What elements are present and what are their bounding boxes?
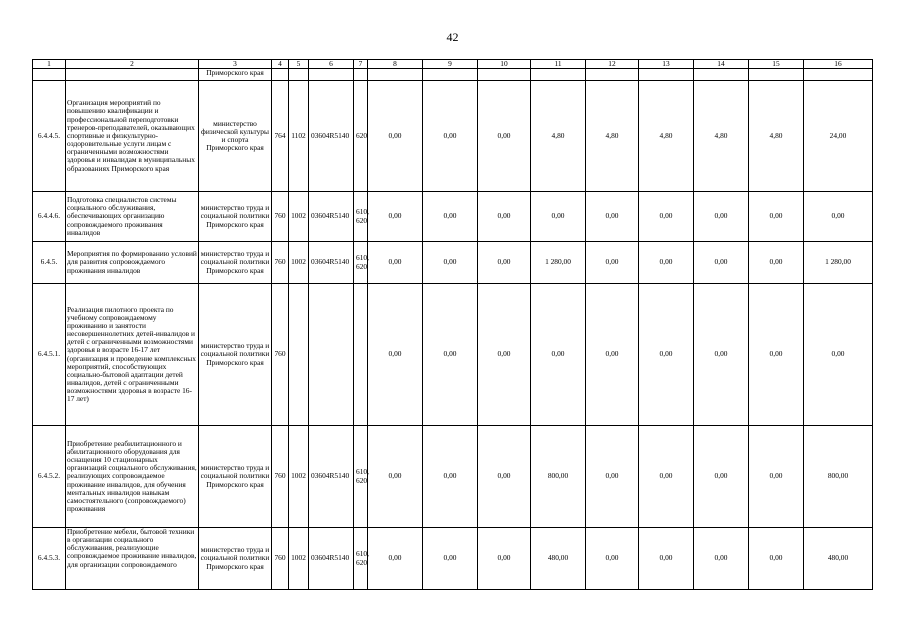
value-cell: 4,80 [531,81,586,192]
page-number: 42 [446,30,459,44]
vr-cell [354,426,368,528]
value-cell: 0,00 [423,528,478,590]
table-row [33,284,873,426]
vr-code: 610, [356,207,369,217]
event-name-cell: Приобретение мебели, бытовой техники в организации социального обслуживания, реализующие сопровождаемое проживание инвалидов, для организации сопровождаемого [66,528,199,590]
grbs-cell: 760 [272,528,289,590]
table-row [33,192,873,242]
program-table [32,59,873,590]
value-cell: 0,00 [478,284,531,426]
csr-cell: 03604R5140 [309,528,354,590]
value-cell: 0,00 [749,192,804,242]
executor-cell: министерство труда и социальной политики Приморского края [199,242,272,284]
rzpr-cell: 1002 [289,528,309,590]
total-cell: 0,00 [804,192,873,242]
grbs-cell: 760 [272,426,289,528]
vr-cell [354,528,368,590]
value-cell: 0,00 [423,192,478,242]
value-cell: 4,80 [694,81,749,192]
value-cell: 0,00 [749,426,804,528]
total-cell: 0,00 [804,284,873,426]
value-cell: 0,00 [639,426,694,528]
column-number: 16 [804,60,873,69]
rzpr-cell: 1002 [289,192,309,242]
vr-cell [354,192,368,242]
value-cell: 0,00 [423,81,478,192]
table-row [33,81,873,192]
value-cell: 0,00 [531,284,586,426]
value-cell: 0,00 [694,528,749,590]
value-cell: 0,00 [639,242,694,284]
cell-empty [33,69,66,81]
column-number: 6 [309,60,354,69]
value-cell: 0,00 [368,528,423,590]
value-cell: 0,00 [368,426,423,528]
value-cell: 0,00 [749,284,804,426]
rzpr-cell: 1102 [289,81,309,192]
column-number: 8 [368,60,423,69]
value-cell: 0,00 [478,242,531,284]
event-name-cell: Подготовка специалистов системы социального обслуживания, обеспечивающих организацию сопровождаемого проживания инвалидов [66,192,199,242]
column-number: 10 [478,60,531,69]
value-cell: 0,00 [694,284,749,426]
value-cell: 0,00 [586,426,639,528]
event-name-cell: Мероприятия по формированию условий для развития сопровождаемого проживания инвалидов [66,242,199,284]
column-number: 3 [199,60,272,69]
column-number: 5 [289,60,309,69]
total-cell: 24,00 [804,81,873,192]
csr-cell [309,284,354,426]
value-cell: 0,00 [423,426,478,528]
header-row [33,60,873,69]
value-cell: 0,00 [749,528,804,590]
value-cell: 4,80 [749,81,804,192]
value-cell: 4,80 [586,81,639,192]
row-number-cell: 6.4.5.2. [33,426,66,528]
executor-cell: министерство труда и социальной политики Приморского края [199,528,272,590]
rzpr-cell [289,284,309,426]
value-cell: 0,00 [368,284,423,426]
value-cell: 4,80 [639,81,694,192]
value-cell: 0,00 [586,192,639,242]
row-number-cell: 6.4.5.1. [33,284,66,426]
value-cell: 0,00 [749,242,804,284]
value-cell: 0,00 [639,192,694,242]
value-cell: 0,00 [639,284,694,426]
row-number-cell: 6.4.5.3. [33,528,66,590]
vr-code: 610, [356,549,369,559]
vr-code: 620 [356,475,368,485]
value-cell: 0,00 [694,242,749,284]
event-name-cell: Приобретение реабилитационного и абилитационного оборудования для оснащения 10 стационарных организаций социального обслуживания, реализующих сопровождаемое проживание инвалидов, для обучения ментальных инвалидов навыкам самостоятельного (сопровождаемого) проживания [66,426,199,528]
executor-cell: министерство труда и социальной политики Приморского края [199,426,272,528]
vr-code: 620 [356,130,368,140]
row-number-cell: 6.4.4.6. [33,192,66,242]
event-name-cell: Организация мероприятий по повышению квалификации и профессиональной переподготовки тренеров-преподавателей, оказывающих спортивные и физкультурно-оздоровительные услуги лицам с ограниченными возможностями здоровья и инвалидам в муниципальных образованиях Приморского края [66,81,199,192]
csr-cell: 03604R5140 [309,81,354,192]
vr-code: 620 [356,557,368,567]
row-number-cell: 6.4.5. [33,242,66,284]
value-cell: 0,00 [478,528,531,590]
value-cell: 0,00 [478,426,531,528]
value-cell: 0,00 [639,528,694,590]
value-cell: 0,00 [423,242,478,284]
value-cell: 0,00 [694,192,749,242]
executor-cell: министерство физической культуры и спорта Приморского края [199,81,272,192]
total-cell: 1 280,00 [804,242,873,284]
table-row [33,426,873,528]
column-number: 9 [423,60,478,69]
vr-code: 620 [356,215,368,225]
csr-cell: 03604R5140 [309,426,354,528]
value-cell: 480,00 [531,528,586,590]
executor-cell: министерство труда и социальной политики Приморского края [199,192,272,242]
column-number: 11 [531,60,586,69]
vr-code: 610, [356,253,369,263]
grbs-cell: 764 [272,81,289,192]
vr-code: 620 [356,261,368,271]
value-cell: 0,00 [478,192,531,242]
value-cell: 0,00 [531,192,586,242]
grbs-cell: 760 [272,284,289,426]
vr-code: 610, [356,467,369,477]
column-number: 4 [272,60,289,69]
total-cell: 480,00 [804,528,873,590]
table-row-continued [33,69,873,81]
vr-cell [354,81,368,192]
table-row [33,528,873,590]
csr-cell: 03604R5140 [309,242,354,284]
grbs-cell: 760 [272,192,289,242]
value-cell: 0,00 [478,81,531,192]
csr-cell: 03604R5140 [309,192,354,242]
vr-cell [354,242,368,284]
value-cell: 0,00 [586,242,639,284]
column-number: 14 [694,60,749,69]
value-cell: 0,00 [586,528,639,590]
value-cell: 1 280,00 [531,242,586,284]
value-cell: 0,00 [586,284,639,426]
row-number-cell: 6.4.4.5. [33,81,66,192]
column-number: 2 [66,60,199,69]
grbs-cell: 760 [272,242,289,284]
event-name-cell: Реализация пилотного проекта по учебному сопровождаемому проживанию и занятости несовершеннолетних детей-инвалидов и детей с ограниченными возможностями здоровья в возрасте 16-17 лет (организация и проведение комплексных мероприятий, способствующих социально-бытовой адаптации детей инвалидов, детей с ограниченными возможностями здоровья в возрасте 16-17 лет) [66,284,199,426]
value-cell: 800,00 [531,426,586,528]
value-cell: 0,00 [694,426,749,528]
value-cell: 0,00 [368,81,423,192]
executor-cell: Приморского края [199,69,272,81]
column-number: 1 [33,60,66,69]
cell-empty [66,69,199,81]
column-number: 12 [586,60,639,69]
rzpr-cell: 1002 [289,426,309,528]
value-cell: 0,00 [423,284,478,426]
value-cell: 0,00 [368,192,423,242]
rzpr-cell: 1002 [289,242,309,284]
column-number: 7 [354,60,368,69]
table-row [33,242,873,284]
column-number: 15 [749,60,804,69]
executor-cell: министерство труда и социальной политики Приморского края [199,284,272,426]
value-cell: 0,00 [368,242,423,284]
total-cell: 800,00 [804,426,873,528]
column-number: 13 [639,60,694,69]
vr-cell [354,284,368,426]
